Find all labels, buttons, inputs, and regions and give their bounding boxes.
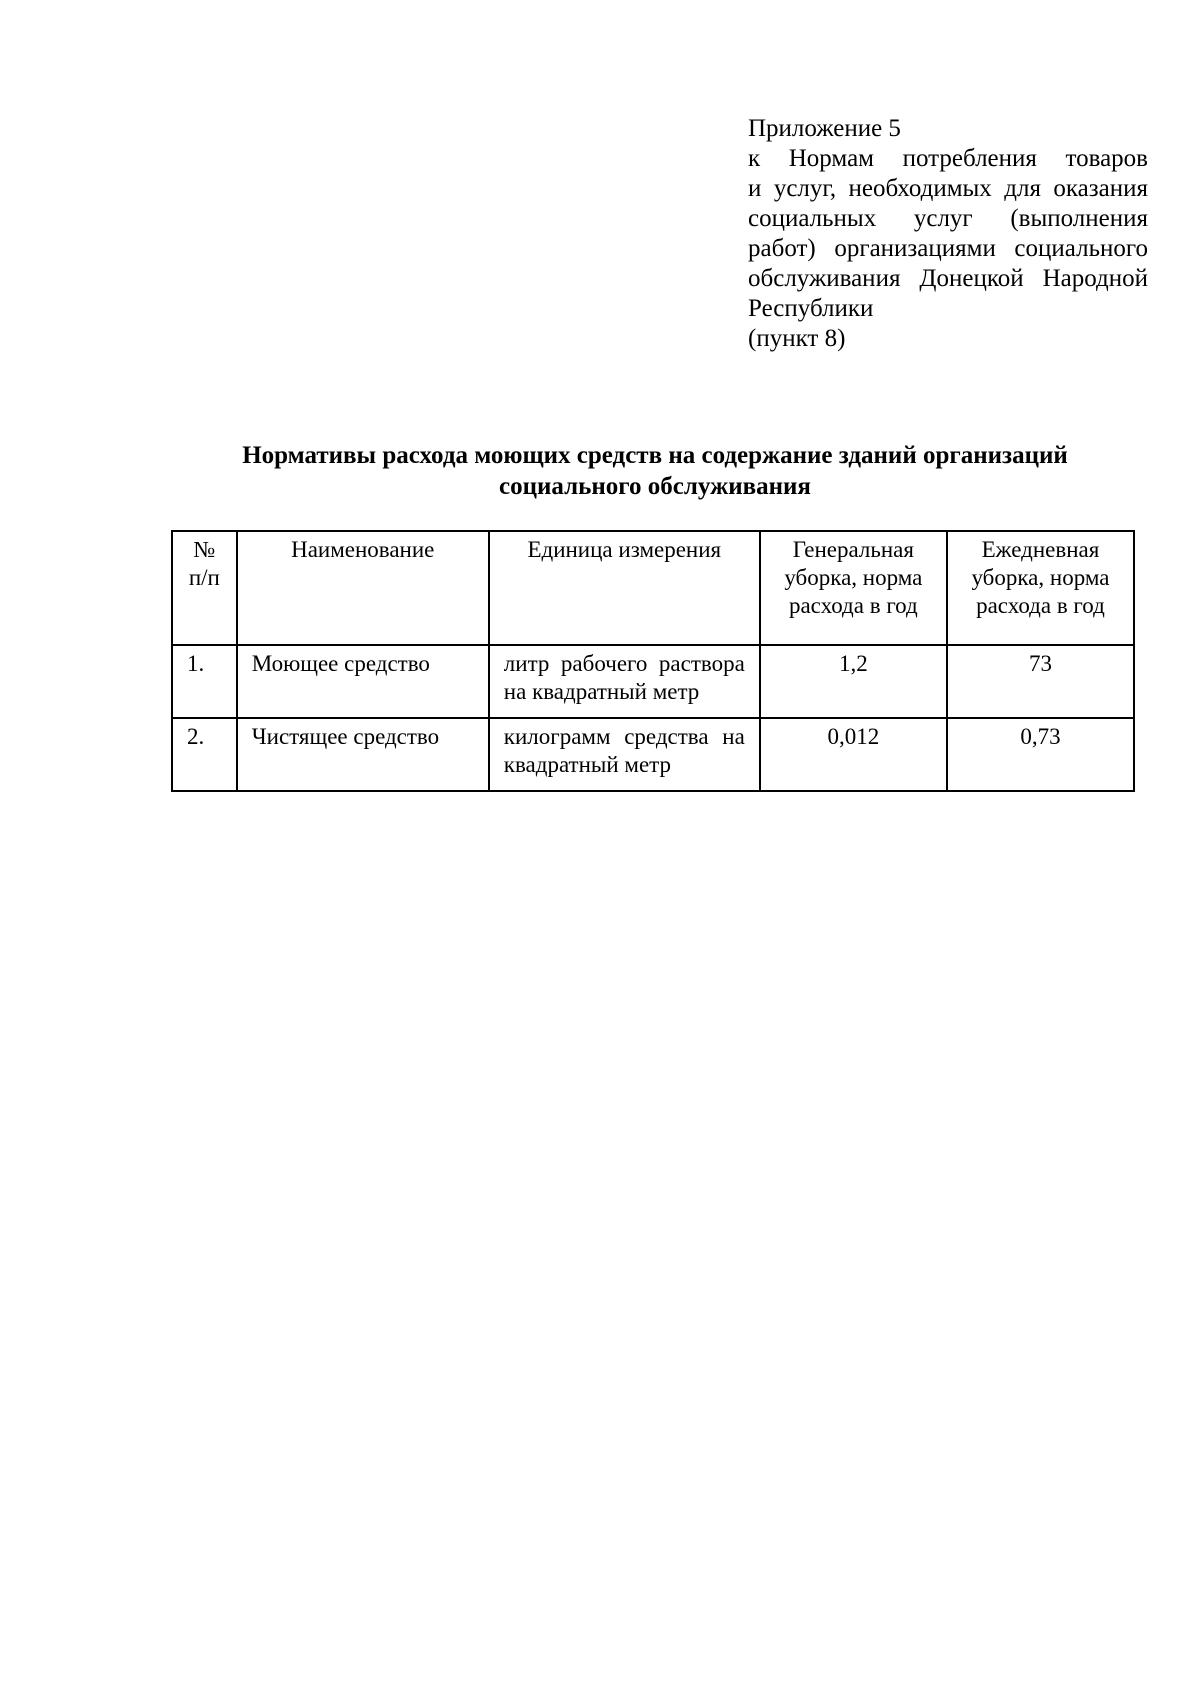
table-body <box>172 645 1134 791</box>
appendix-text-line: и услуг, необходимых для оказания <box>748 175 1148 202</box>
appendix-block <box>748 114 1148 354</box>
row-unit-line: на квадратный метр <box>503 679 700 704</box>
document-title-line: Нормативы расхода моющих средств на содержание зданий организаций <box>242 442 1068 469</box>
appendix-text-line: обслуживания Донецкой Народной <box>748 265 1148 292</box>
row-num: 2. <box>172 718 237 791</box>
row-unit <box>489 645 760 718</box>
header-general-line: уборка, норма <box>784 565 923 590</box>
appendix-text-line: социальных услуг (выполнения <box>748 205 1148 232</box>
row-daily-value: 73 <box>947 645 1134 718</box>
header-daily-cleaning <box>947 531 1134 645</box>
header-general-line: расхода в год <box>788 593 918 618</box>
appendix-label: Приложение 5 <box>748 115 901 142</box>
table-header <box>172 531 1134 645</box>
row-name: Чистящее средство <box>237 718 489 791</box>
document-title-line: социального обслуживания <box>499 473 811 500</box>
table-row <box>172 718 1134 791</box>
row-unit-line: килограмм средства на <box>503 724 745 749</box>
row-general-value: 1,2 <box>760 645 947 718</box>
row-unit-line: литр рабочего раствора <box>503 651 745 676</box>
row-num: 1. <box>172 645 237 718</box>
row-daily-value: 0,73 <box>947 718 1134 791</box>
row-unit <box>489 718 760 791</box>
row-unit-line: квадратный метр <box>503 752 672 777</box>
header-unit: Единица измерения <box>489 531 760 645</box>
header-row <box>172 531 1134 645</box>
document-title <box>170 440 1140 502</box>
row-general-value: 0,012 <box>760 718 947 791</box>
appendix-text-line: работ) организациями социального <box>748 235 1148 262</box>
header-general-cleaning <box>760 531 947 645</box>
appendix-text-line: к Нормам потребления товаров <box>748 145 1148 172</box>
appendix-reference: (пункт 8) <box>748 325 846 352</box>
header-num-line: п/п <box>188 565 220 590</box>
row-name: Моющее средство <box>237 645 489 718</box>
header-general-line: Генеральная <box>792 537 914 562</box>
header-num-line: № <box>193 537 216 562</box>
header-name: Наименование <box>237 531 489 645</box>
header-num <box>172 531 237 645</box>
header-daily-line: уборка, норма <box>971 565 1110 590</box>
appendix-text-line: Республики <box>748 295 874 322</box>
header-daily-line: расхода в год <box>976 593 1105 618</box>
norms-table <box>171 530 1135 792</box>
header-daily-line: Ежедневная <box>981 537 1100 562</box>
table-row <box>172 645 1134 718</box>
